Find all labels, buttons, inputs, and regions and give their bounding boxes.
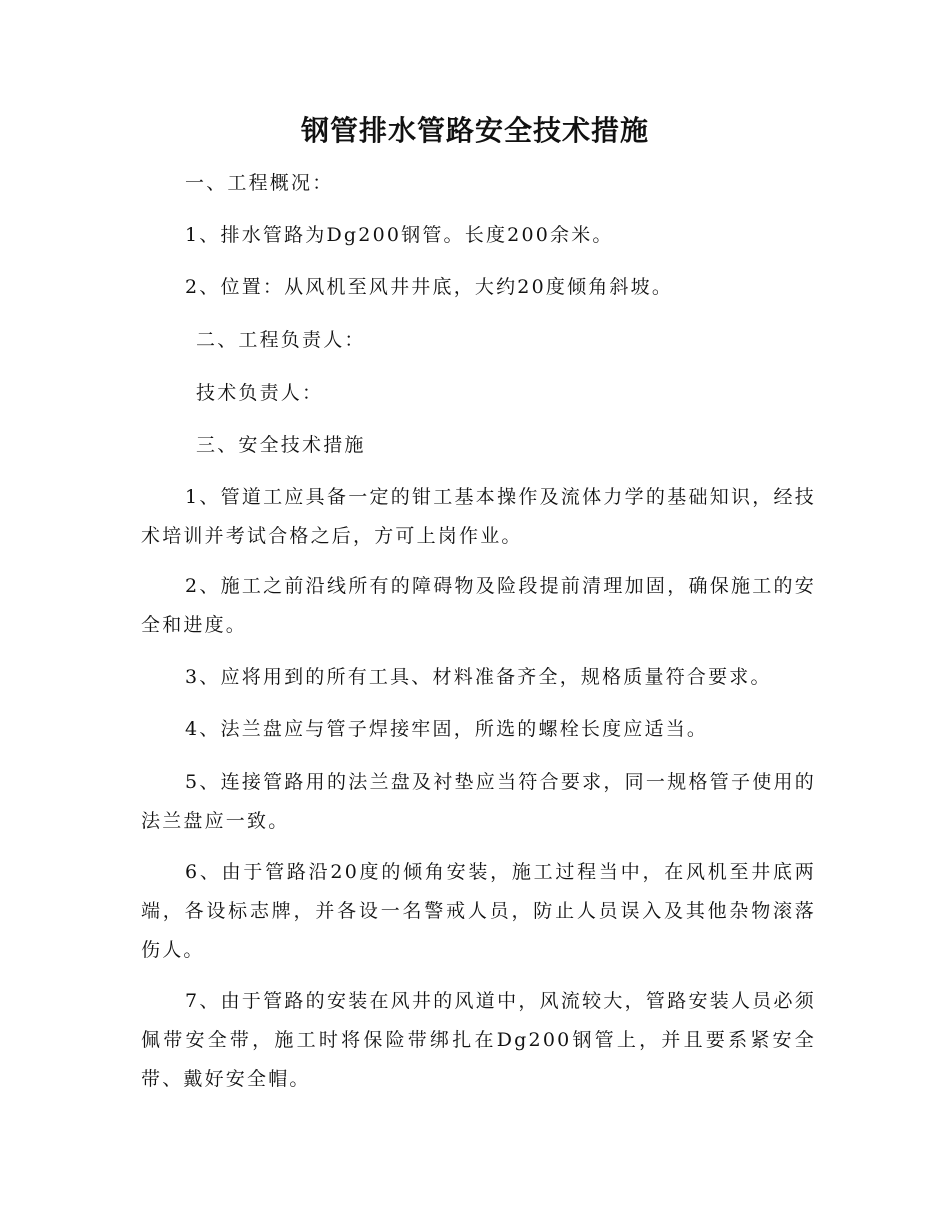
safety-measure-6: 6、由于管路沿20度的倾角安装，施工过程当中，在风机至井底两端，各设标志牌，并各设一名警戒人员，防止人员误入及其他杂物滚落伤人。 [141,861,816,961]
document-title: 钢管排水管路安全技术措施 [300,114,649,147]
tech-lead-label: 技术负责人： [196,382,324,404]
safety-measure-2: 2、施工之前沿线所有的障碍物及险段提前清理加固，确保施工的安全和进度。 [141,575,816,636]
safety-measure-7: 7、由于管路的安装在风井的风道中，风流较大，管路安装人员必须佩带安全带，施工时将保险带绑扎在Dg200钢管上，并且要系紧安全带、戴好安全帽。 [141,990,816,1090]
overview-item-1: 1、排水管路为Dg200钢管。长度200余米。 [185,224,614,246]
section-heading-responsible: 二、工程负责人： [196,329,366,351]
safety-measure-4: 4、法兰盘应与管子焊接牢固，所选的螺栓长度应适当。 [185,718,709,740]
safety-measure-5: 5、连接管路用的法兰盘及衬垫应当符合要求，同一规格管子使用的法兰盘应一致。 [141,771,816,832]
section-heading-overview: 一、工程概况： [185,172,334,194]
overview-item-2: 2、位置：从风机至风井井底，大约20度倾角斜坡。 [185,276,674,298]
safety-measure-3: 3、应将用到的所有工具、材料准备齐全，规格质量符合要求。 [185,666,772,688]
safety-measure-1: 1、管道工应具备一定的钳工基本操作及流体力学的基础知识，经技术培训并考试合格之后，方可上岗作业。 [141,486,816,547]
section-heading-safety-measures: 三、安全技术措施 [196,434,366,456]
